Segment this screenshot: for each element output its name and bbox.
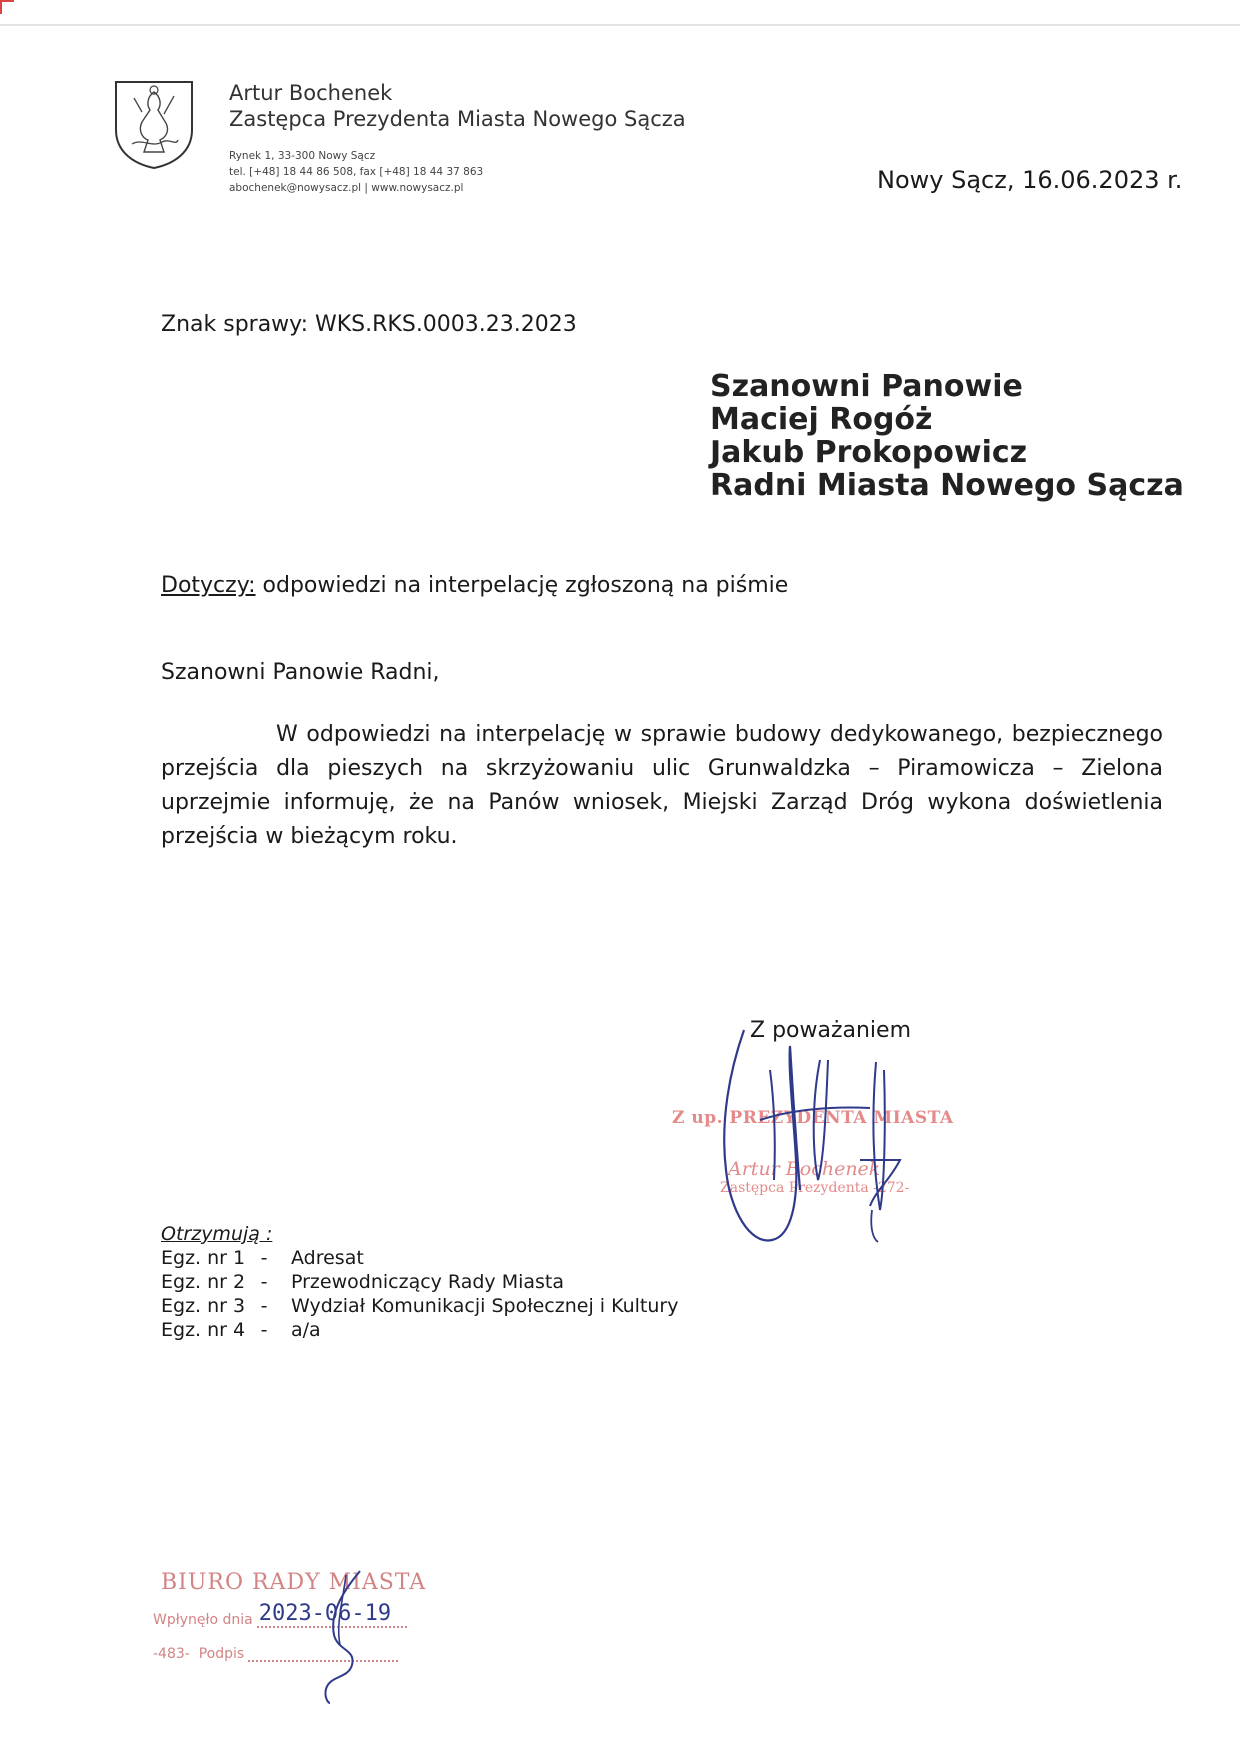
sender-address: Rynek 1, 33-300 Nowy Sącz [229,150,376,162]
sender-role: Zastępca Prezydenta Miasta Nowego Sącza [229,107,686,131]
sender-phone: tel. [+48] 18 44 86 508, fax [+48] 18 44 37 863 [229,166,484,178]
letterhead [229,80,686,196]
received-label: Wpłynęło dnia [153,1612,253,1628]
list-item: Egz. nr 3 - Wydział Komunikacji Społecznej i Kultury [161,1295,679,1317]
recipients-list [161,1222,678,1342]
handwritten-signature-icon [700,1010,960,1260]
list-item: Egz. nr 4 - a/a [161,1319,321,1341]
top-divider [0,24,1240,26]
recipient-line: Radni Miasta Nowego Sącza [710,468,1184,503]
salutation: Szanowni Panowie Radni, [161,660,440,685]
closing: Z poważaniem [750,1018,912,1043]
stamp-line-title: Zastępca Prezydenta -272- [720,1180,910,1196]
subject-text: odpowiedzi na interpelację zgłoszoną na piśmie [255,573,789,598]
subject-line [161,573,788,598]
list-item: Egz. nr 1 - Adresat [161,1247,364,1269]
corner-mark [0,0,14,14]
inbox-stamp-title: BIURO RADY MIASTA [161,1570,427,1595]
letter-body [161,718,1163,854]
letter-date: Nowy Sącz, 16.06.2023 r. [877,166,1183,194]
recipient-block [710,370,1184,502]
stamp-line-name: Artur Bochenek [728,1158,881,1180]
sender-name: Artur Bochenek [229,81,393,105]
received-date: 2023-06-19 [258,1601,392,1626]
sender-contact: abochenek@nowysacz.pl | www.nowysacz.pl [229,182,464,194]
body-paragraph: W odpowiedzi na interpelację w sprawie budowy dedykowanego, bezpiecznego przejścia dla pieszych na skrzyżowaniu ulic Grunwaldzka – Piramowicza – Zielona uprzejmie informuję, że na Panów wniosek, Miejski Zarząd Dróg wykona doświetlenia przejścia w bieżącym roku. [161,722,1163,849]
inbox-number: -483- [153,1646,190,1662]
case-reference: Znak sprawy: WKS.RKS.0003.23.2023 [161,312,577,337]
signature-label: Podpis [198,1646,245,1662]
recipients-list-title: Otrzymują : [161,1223,273,1245]
recipient-line: Jakub Prokopowicz [710,435,1028,470]
city-crest-icon [112,78,196,170]
inbox-signature-icon [300,1565,390,1705]
stamp-line-authority: Z up. PREZYDENTA MIASTA [672,1108,954,1128]
list-item: Egz. nr 2 - Przewodniczący Rady Miasta [161,1271,565,1293]
recipient-line: Maciej Rogóż [710,402,933,437]
recipient-line: Szanowni Panowie [710,369,1023,404]
subject-label: Dotyczy: [161,573,256,598]
